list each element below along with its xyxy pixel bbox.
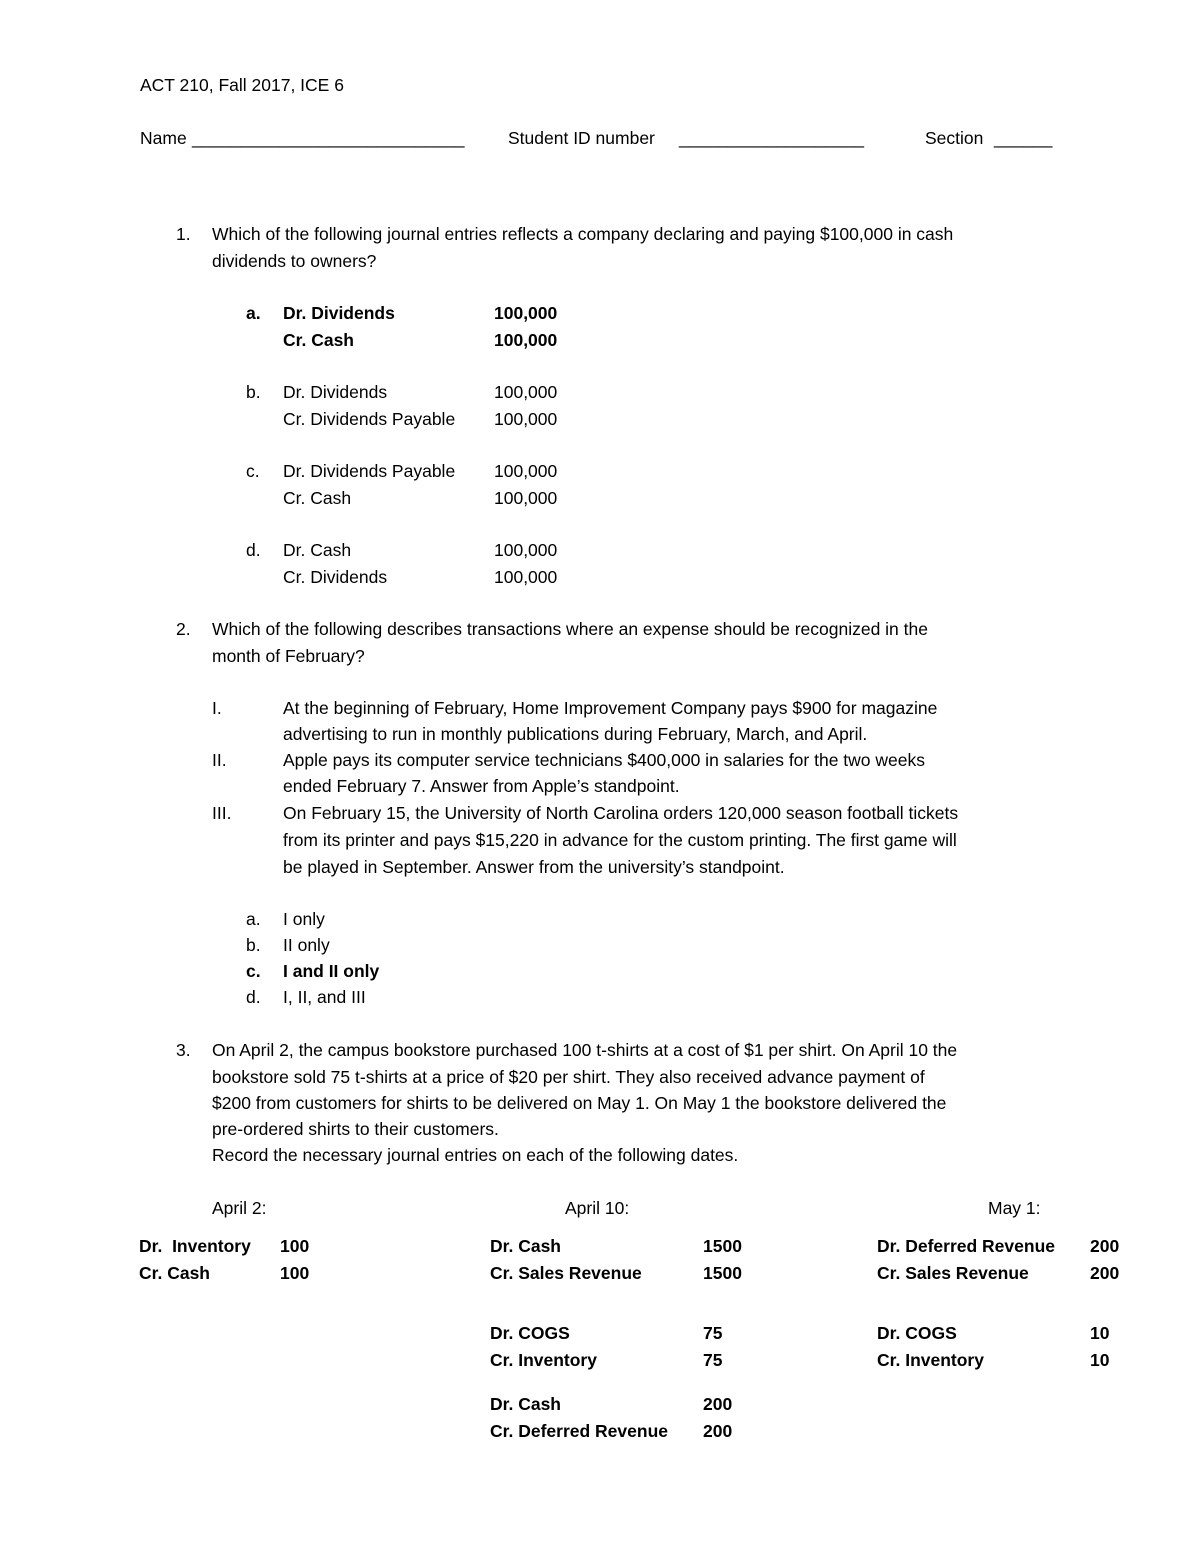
q1-number: 1. bbox=[176, 224, 191, 244]
april10-account: Dr. Cash bbox=[490, 1394, 561, 1414]
q2-statement-numeral: I. bbox=[212, 698, 222, 718]
q2-text-line1: Which of the following describes transactions where an expense should be recognized in the bbox=[212, 619, 928, 639]
student-id-label: Student ID number bbox=[508, 128, 655, 148]
q2-statement-text: advertising to run in monthly publications during February, March, and April. bbox=[283, 724, 868, 744]
q1-option-cr-amount: 100,000 bbox=[494, 409, 558, 429]
q2-option-text: I, II, and III bbox=[283, 987, 366, 1007]
q3-text-line: $200 from customers for shirts to be delivered on May 1. On May 1 the bookstore delivered the bbox=[212, 1093, 947, 1113]
q2-option-letter: d. bbox=[246, 987, 261, 1007]
q1-option-dr-account: Dr. Dividends Payable bbox=[283, 461, 456, 481]
q1-option-cr-amount: 100,000 bbox=[494, 488, 558, 508]
q1-option-letter: b. bbox=[246, 382, 261, 402]
may1-account: Cr. Sales Revenue bbox=[877, 1263, 1029, 1283]
q1-option-cr-account: Cr. Cash bbox=[283, 330, 354, 350]
q1-option-cr-amount: 100,000 bbox=[494, 567, 558, 587]
may1-account: Cr. Inventory bbox=[877, 1350, 984, 1370]
q1-option-cr-account: Cr. Dividends bbox=[283, 567, 388, 587]
q1-option-dr-account: Dr. Dividends bbox=[283, 382, 388, 402]
q2-statement-text: ended February 7. Answer from Apple’s standpoint. bbox=[283, 776, 680, 796]
q2-option-letter: a. bbox=[246, 909, 261, 929]
april10-amount: 75 bbox=[703, 1323, 723, 1343]
q2-text-line2: month of February? bbox=[212, 646, 365, 666]
date-heading-april-2: April 2: bbox=[212, 1198, 267, 1218]
date-heading-may-1: May 1: bbox=[988, 1198, 1041, 1218]
q2-statement-text: from its printer and pays $15,220 in advance for the custom printing. The first game will bbox=[283, 830, 957, 850]
q1-option-letter: a. bbox=[246, 303, 261, 323]
april2-account: Cr. Cash bbox=[139, 1263, 210, 1283]
q1-option-dr-account: Dr. Dividends bbox=[283, 303, 395, 323]
date-heading-april-10: April 10: bbox=[565, 1198, 630, 1218]
q2-statement-text: be played in September. Answer from the university’s standpoint. bbox=[283, 857, 785, 877]
q2-statement-numeral: III. bbox=[212, 803, 232, 823]
q2-option-letter: b. bbox=[246, 935, 261, 955]
may1-account: Dr. COGS bbox=[877, 1323, 957, 1343]
q1-text-line2: dividends to owners? bbox=[212, 251, 377, 271]
may1-amount: 200 bbox=[1090, 1263, 1120, 1283]
q2-option-text: I only bbox=[283, 909, 325, 929]
q3-text-line: Record the necessary journal entries on each of the following dates. bbox=[212, 1145, 739, 1165]
may1-amount: 10 bbox=[1090, 1350, 1110, 1370]
q1-text-line1: Which of the following journal entries reflects a company declaring and paying $100,000 in cash bbox=[212, 224, 954, 244]
course-title: ACT 210, Fall 2017, ICE 6 bbox=[140, 75, 344, 95]
section-label: Section bbox=[925, 128, 984, 148]
april2-amount: 100 bbox=[280, 1263, 310, 1283]
q2-statement-text: Apple pays its computer service technicians $400,000 in salaries for the two weeks bbox=[283, 750, 925, 770]
april10-amount: 75 bbox=[703, 1350, 723, 1370]
may1-account: Dr. Deferred Revenue bbox=[877, 1236, 1055, 1256]
student-id-blank: ___________________ bbox=[679, 128, 864, 148]
q1-option-letter: c. bbox=[246, 461, 260, 481]
q2-number: 2. bbox=[176, 619, 191, 639]
section-blank: ______ bbox=[994, 128, 1053, 148]
q1-option-letter: d. bbox=[246, 540, 261, 560]
april2-account: Dr. Inventory bbox=[139, 1236, 251, 1256]
q1-option-cr-account: Cr. Cash bbox=[283, 488, 352, 508]
q1-option-dr-amount: 100,000 bbox=[494, 461, 558, 481]
april2-amount: 100 bbox=[280, 1236, 310, 1256]
q2-option-text: II only bbox=[283, 935, 330, 955]
q3-text-line: pre-ordered shirts to their customers. bbox=[212, 1119, 499, 1139]
april10-amount: 200 bbox=[703, 1394, 733, 1414]
may1-amount: 10 bbox=[1090, 1323, 1110, 1343]
q3-number: 3. bbox=[176, 1040, 191, 1060]
april10-amount: 1500 bbox=[703, 1236, 742, 1256]
q3-text-line: bookstore sold 75 t-shirts at a price of $20 per shirt. They also received advance payment of bbox=[212, 1067, 925, 1087]
q2-statement-text: On February 15, the University of North Carolina orders 120,000 season football tickets bbox=[283, 803, 959, 823]
q1-option-cr-amount: 100,000 bbox=[494, 330, 558, 350]
q2-option-text: I and II only bbox=[283, 961, 380, 981]
name-blank: ____________________________ bbox=[192, 128, 465, 148]
name-label: Name bbox=[140, 128, 187, 148]
april10-account: Dr. COGS bbox=[490, 1323, 570, 1343]
april10-amount: 1500 bbox=[703, 1263, 742, 1283]
q2-statement-text: At the beginning of February, Home Improvement Company pays $900 for magazine bbox=[283, 698, 938, 718]
may1-amount: 200 bbox=[1090, 1236, 1120, 1256]
q3-text-line: On April 2, the campus bookstore purchased 100 t-shirts at a cost of $1 per shirt. On April 10 the bbox=[212, 1040, 958, 1060]
april10-amount: 200 bbox=[703, 1421, 733, 1441]
q1-option-dr-account: Dr. Cash bbox=[283, 540, 352, 560]
q1-option-cr-account: Cr. Dividends Payable bbox=[283, 409, 456, 429]
q1-option-dr-amount: 100,000 bbox=[494, 303, 558, 323]
april10-account: Cr. Inventory bbox=[490, 1350, 597, 1370]
q2-statement-numeral: II. bbox=[212, 750, 227, 770]
q1-option-dr-amount: 100,000 bbox=[494, 540, 558, 560]
q2-option-letter: c. bbox=[246, 961, 261, 981]
april10-account: Cr. Sales Revenue bbox=[490, 1263, 642, 1283]
april10-account: Cr. Deferred Revenue bbox=[490, 1421, 668, 1441]
q1-option-dr-amount: 100,000 bbox=[494, 382, 558, 402]
april10-account: Dr. Cash bbox=[490, 1236, 561, 1256]
